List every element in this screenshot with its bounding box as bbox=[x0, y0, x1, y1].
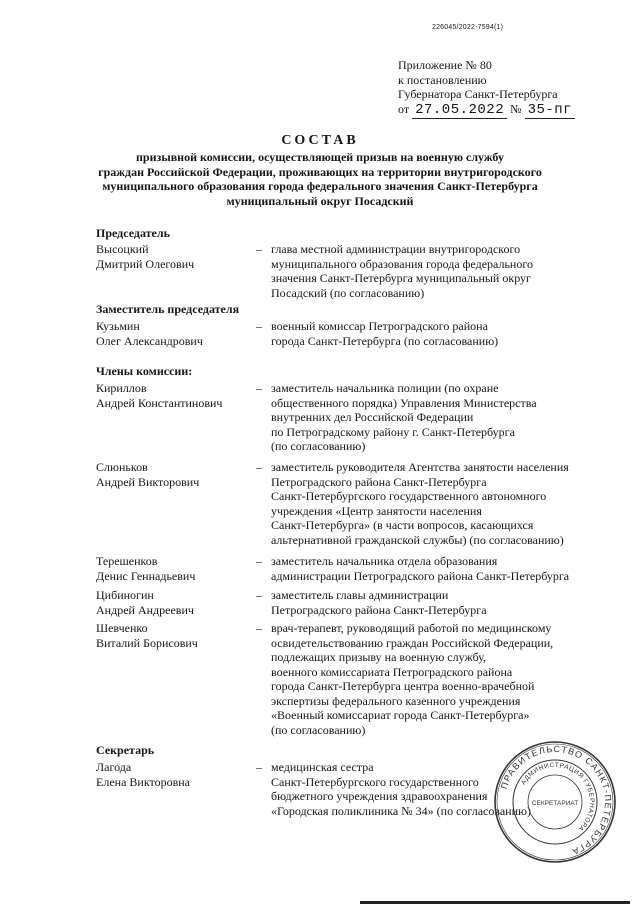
section-deputy: Заместитель председателя bbox=[96, 302, 240, 316]
seal-center-text: СЕКРЕТАРИАТ bbox=[531, 800, 579, 807]
appendix-date-line bbox=[398, 102, 575, 118]
person-position: медицинская сестра Санкт-Петербургского государственного бюджетного учреждения здравоохранения «Городская поликлиника № 34» (по согласованию) bbox=[271, 760, 531, 818]
appendix-ref: к постановлению bbox=[398, 72, 487, 87]
document-subtitle bbox=[70, 150, 570, 208]
appendix-number: Приложение № 80 bbox=[398, 58, 492, 72]
appendix-authority: Губернатора Санкт-Петербурга bbox=[398, 87, 558, 101]
section-secretary: Секретарь bbox=[96, 743, 155, 757]
dash-separator: – bbox=[256, 554, 262, 568]
number-prefix: № bbox=[510, 101, 522, 116]
dash-separator: – bbox=[256, 588, 262, 602]
decree-date: 27.05.2022 bbox=[412, 102, 507, 119]
person-position: военный комиссар Петроградского района города Санкт-Петербурга (по согласованию) bbox=[271, 319, 499, 348]
section-members: Члены комиссии: bbox=[96, 364, 193, 378]
person-name: Кириллов Андрей Константинович bbox=[96, 381, 223, 410]
person-position: заместитель начальника отдела образования администрации Петроградского района Санкт-Петербурга bbox=[271, 554, 570, 583]
appendix-header bbox=[398, 58, 575, 117]
seal-outer-text: ПРАВИТЕЛЬСТВО САНКТ-ПЕТЕРБУРГА bbox=[498, 743, 614, 857]
date-prefix: от bbox=[398, 101, 410, 116]
person-position: врач-терапевт, руководящий работой по медицинскому освидетельствованию граждан Российской Федерации, подлежащих призыву на военную службу, военного комиссариата Петроградского района города Санкт-Петербурга центра военно-врачебной экспертизы федерального казенного учреждения «Военный комиссариат города Санкт-Петербурга» (по согласованию) bbox=[271, 621, 554, 737]
person-position: глава местной администрации внутригородского муниципального образования города федерального значения Санкт-Петербурга муниципальный округ Посадский (по согласованию) bbox=[271, 242, 533, 300]
dash-separator: – bbox=[256, 381, 262, 395]
person-position: заместитель начальника полиции (по охране общественного порядка) Управления Министерства внутренних дел Российской Федерации по Петроградскому району г. Санкт-Петербурга (по согласованию) bbox=[271, 381, 537, 453]
person-name: Кузьмин Олег Александрович bbox=[96, 319, 203, 348]
document-title: СОСТАВ bbox=[281, 133, 359, 148]
person-name: Высоцкий Дмитрий Олегович bbox=[96, 242, 195, 271]
official-seal bbox=[493, 740, 617, 864]
dash-separator: – bbox=[256, 621, 262, 635]
bottom-edge-line bbox=[360, 901, 630, 904]
document-registration-number: 226045/2022-7594(1) bbox=[432, 24, 504, 31]
svg-text:АДМИНИСТРАЦИЯ ГУБЕРНАТОРА bbox=[520, 762, 595, 832]
seal-inner-text: АДМИНИСТРАЦИЯ ГУБЕРНАТОРА bbox=[520, 761, 596, 833]
subtitle-line: призывной комиссии, осуществляющей призыв на военную службу bbox=[136, 150, 504, 164]
section-chairman: Председатель bbox=[96, 226, 170, 240]
dash-separator: – bbox=[256, 242, 262, 256]
subtitle-line: граждан Российской Федерации, проживающих на территории внутригородского bbox=[98, 164, 542, 179]
person-name: Цибиногин Андрей Андреевич bbox=[96, 588, 194, 617]
person-name: Лагода Елена Викторовна bbox=[96, 760, 190, 789]
person-position: заместитель главы администрации Петроградского района Санкт-Петербурга bbox=[271, 588, 487, 617]
person-name: Слюньков Андрей Викторович bbox=[96, 460, 200, 489]
subtitle-line: муниципального образования города федерального значения Санкт-Петербурга bbox=[102, 179, 538, 193]
dash-separator: – bbox=[256, 760, 262, 774]
dash-separator: – bbox=[256, 460, 262, 474]
decree-number: 35-пг bbox=[525, 102, 576, 119]
dash-separator: – bbox=[256, 319, 262, 333]
person-position: заместитель руководителя Агентства занятости населения Петроградского района Санкт-Петербурга Санкт-Петербургского государственного автономного учреждения «Центр занятости населения Санкт-Петербурга» (в части вопросов, касающихся альтернативной гражданской службы) (по согласованию) bbox=[271, 460, 569, 547]
person-name: Шевченко Виталий Борисович bbox=[96, 621, 198, 650]
person-name: Терешенков Денис Геннадьевич bbox=[96, 554, 196, 583]
subtitle-line: муниципальный округ Посадский bbox=[226, 193, 414, 208]
